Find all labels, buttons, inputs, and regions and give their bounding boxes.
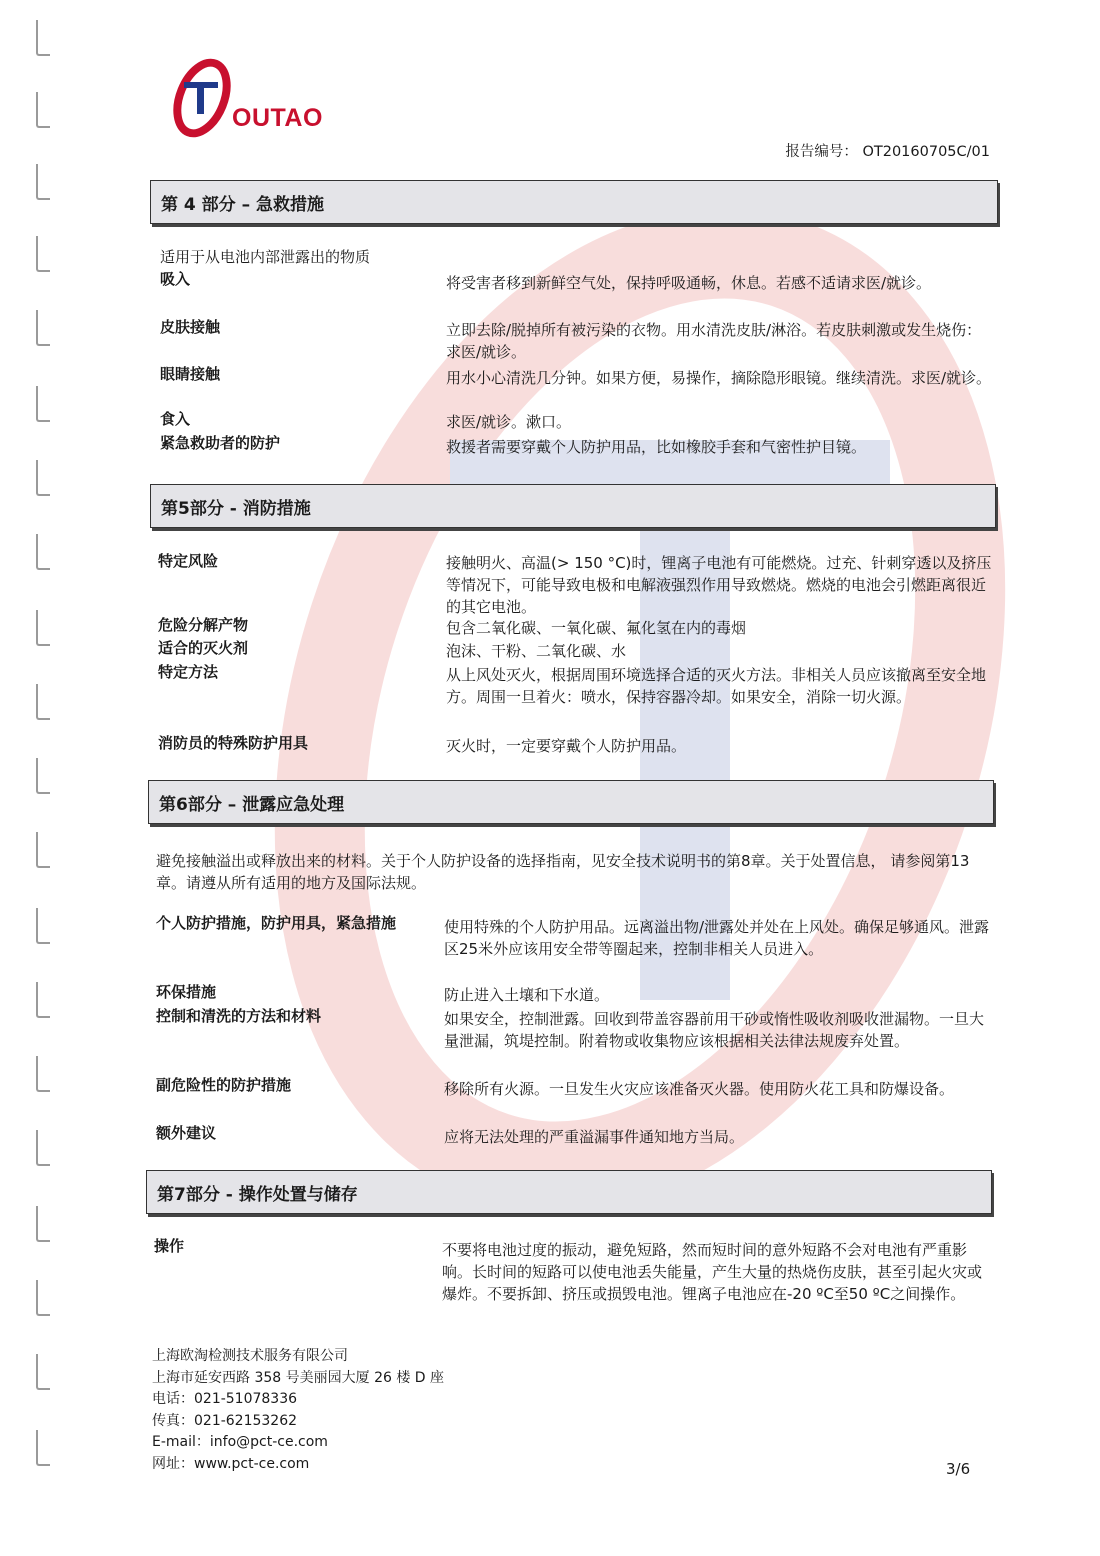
- row-label: 操作: [154, 1237, 185, 1255]
- row-label: 控制和清洗的方法和材料: [156, 1007, 322, 1025]
- row-label: 食入: [160, 410, 191, 428]
- row-value: 立即去除/脱掉所有被污染的衣物。用水清洗皮肤/淋浴。若皮肤刺激或发生烧伤：求医/就诊。: [446, 321, 982, 361]
- binding-mark: [36, 310, 50, 346]
- binding-mark: [36, 534, 50, 570]
- company-footer: [152, 1346, 444, 1475]
- logo-text: OUTAO: [232, 104, 323, 132]
- row-value: 防止进入土壤和下水道。: [444, 986, 610, 1004]
- footer-address: 上海市延安西路 358 号美丽园大厦 26 楼 D 座: [152, 1369, 445, 1386]
- footer-email: E-mail：info@pct-ce.com: [152, 1434, 328, 1450]
- row-value: 救援者需要穿戴个人防护用品，比如橡胶手套和气密性护目镜。: [446, 438, 867, 456]
- row-value: 移除所有火源。一旦发生火灾应该准备灭火器。使用防火花工具和防爆设备。: [444, 1080, 955, 1098]
- row-label: 适合的灭火剂: [158, 639, 249, 657]
- row-value: 泡沫、干粉、二氧化碳、水: [446, 642, 627, 660]
- footer-website: 网址：www.pct-ce.com: [152, 1455, 310, 1472]
- report-number: 报告编号： OT20160705C/01: [785, 144, 990, 160]
- row-value: 使用特殊的个人防护用品。远离溢出物/泄露处并处在上风处。确保足够通风。泄露区25米外应该用安全带等圈起来，控制非相关人员进入。: [444, 918, 990, 958]
- row-label: 紧急救助者的防护: [160, 434, 281, 452]
- binding-mark: [36, 982, 50, 1018]
- binding-mark: [36, 1056, 50, 1092]
- page-number: 3/6: [946, 1460, 971, 1478]
- row-label: 皮肤接触: [160, 318, 221, 336]
- row-label: 危险分解产物: [158, 616, 249, 634]
- binding-mark: [36, 610, 50, 646]
- binding-mark: [36, 20, 50, 56]
- section-header: 第7部分 - 操作处置与储存: [146, 1170, 992, 1214]
- row-label: 环保措施: [156, 983, 217, 1001]
- footer-company: 上海欧淘检测技术服务有限公司: [152, 1348, 348, 1364]
- row-value: 应将无法处理的严重溢漏事件通知地方当局。: [444, 1128, 745, 1146]
- row-value: 求医/就诊。漱口。: [446, 413, 572, 431]
- binding-mark: [36, 164, 50, 200]
- row-value: 不要将电池过度的振动，避免短路，然而短时间的意外短路不会对电池有严重影响。长时间的短路可以使电池丢失能量，产生大量的热烧伤皮肤，甚至引起火灾或爆炸。不要拆卸、挤压或损毁电池。锂离子电池应在-20 ºC至50 ºC之间操作。: [442, 1241, 983, 1303]
- row-label: 额外建议: [156, 1124, 217, 1142]
- row-value: 包含二氧化碳、一氧化碳、氟化氢在内的毒烟: [446, 619, 747, 637]
- row-value: 接触明火、高温(> 150 °C)时，锂离子电池有可能燃烧。过充、针刺穿透以及挤压等情况下，可能导致电极和电解液强烈作用导致燃烧。燃烧的电池会引燃距离很近的其它电池。: [446, 554, 992, 616]
- binding-mark: [36, 1206, 50, 1242]
- row-value: 如果安全，控制泄露。回收到带盖容器前用干砂或惰性吸收剂吸收泄漏物。一旦大量泄漏，筑堤控制。附着物或收集物应该根据相关法律法规废弃处置。: [444, 1010, 985, 1050]
- row-label: 特定方法: [158, 663, 219, 681]
- section-intro: 避免接触溢出或释放出来的材料。关于个人防护设备的选择指南，见安全技术说明书的第8章。关于处置信息， 请参阅第13章。请遵从所有适用的地方及国际法规。: [156, 852, 970, 892]
- binding-mark: [36, 1354, 50, 1390]
- row-label: 个人防护措施，防护用具，紧急措施: [156, 914, 397, 932]
- section-header: 第5部分 - 消防措施: [150, 484, 996, 528]
- row-value: 从上风处灭火，根据周围环境选择合适的灭火方法。非相关人员应该撤离至安全地方。周围一旦着火：喷水，保持容器冷却。如果安全，消除一切火源。: [446, 666, 987, 706]
- row-label: 眼睛接触: [160, 365, 221, 383]
- binding-mark: [36, 386, 50, 422]
- section-header: 第 4 部分 – 急救措施: [150, 180, 998, 224]
- footer-fax: 传真：021-62153262: [152, 1412, 298, 1429]
- binding-mark: [36, 1430, 50, 1466]
- row-label: 副危险性的防护措施: [156, 1076, 292, 1094]
- row-value: 用水小心清洗几分钟。如果方便，易操作，摘除隐形眼镜。继续清洗。求医/就诊。: [446, 369, 992, 387]
- binding-mark: [36, 92, 50, 128]
- binding-mark: [36, 1280, 50, 1316]
- row-value: 灭火时，一定要穿戴个人防护用品。: [446, 737, 687, 755]
- binding-mark: [36, 1130, 50, 1166]
- row-value: 将受害者移到新鲜空气处，保持呼吸通畅，休息。若感不适请求医/就诊。: [446, 274, 932, 292]
- footer-phone: 电话：021-51078336: [152, 1391, 298, 1407]
- row-label: 消防员的特殊防护用具: [158, 734, 309, 752]
- binding-mark: [36, 236, 50, 272]
- section-header: 第6部分 – 泄露应急处理: [148, 780, 994, 824]
- binding-mark: [36, 460, 50, 496]
- binding-marks: [30, 20, 60, 1540]
- binding-mark: [36, 684, 50, 720]
- row-label: 特定风险: [158, 552, 219, 570]
- row-label: 吸入: [160, 270, 191, 288]
- binding-mark: [36, 758, 50, 794]
- binding-mark: [36, 832, 50, 868]
- binding-mark: [36, 908, 50, 944]
- section-intro: 适用于从电池内部泄露出的物质: [160, 248, 371, 266]
